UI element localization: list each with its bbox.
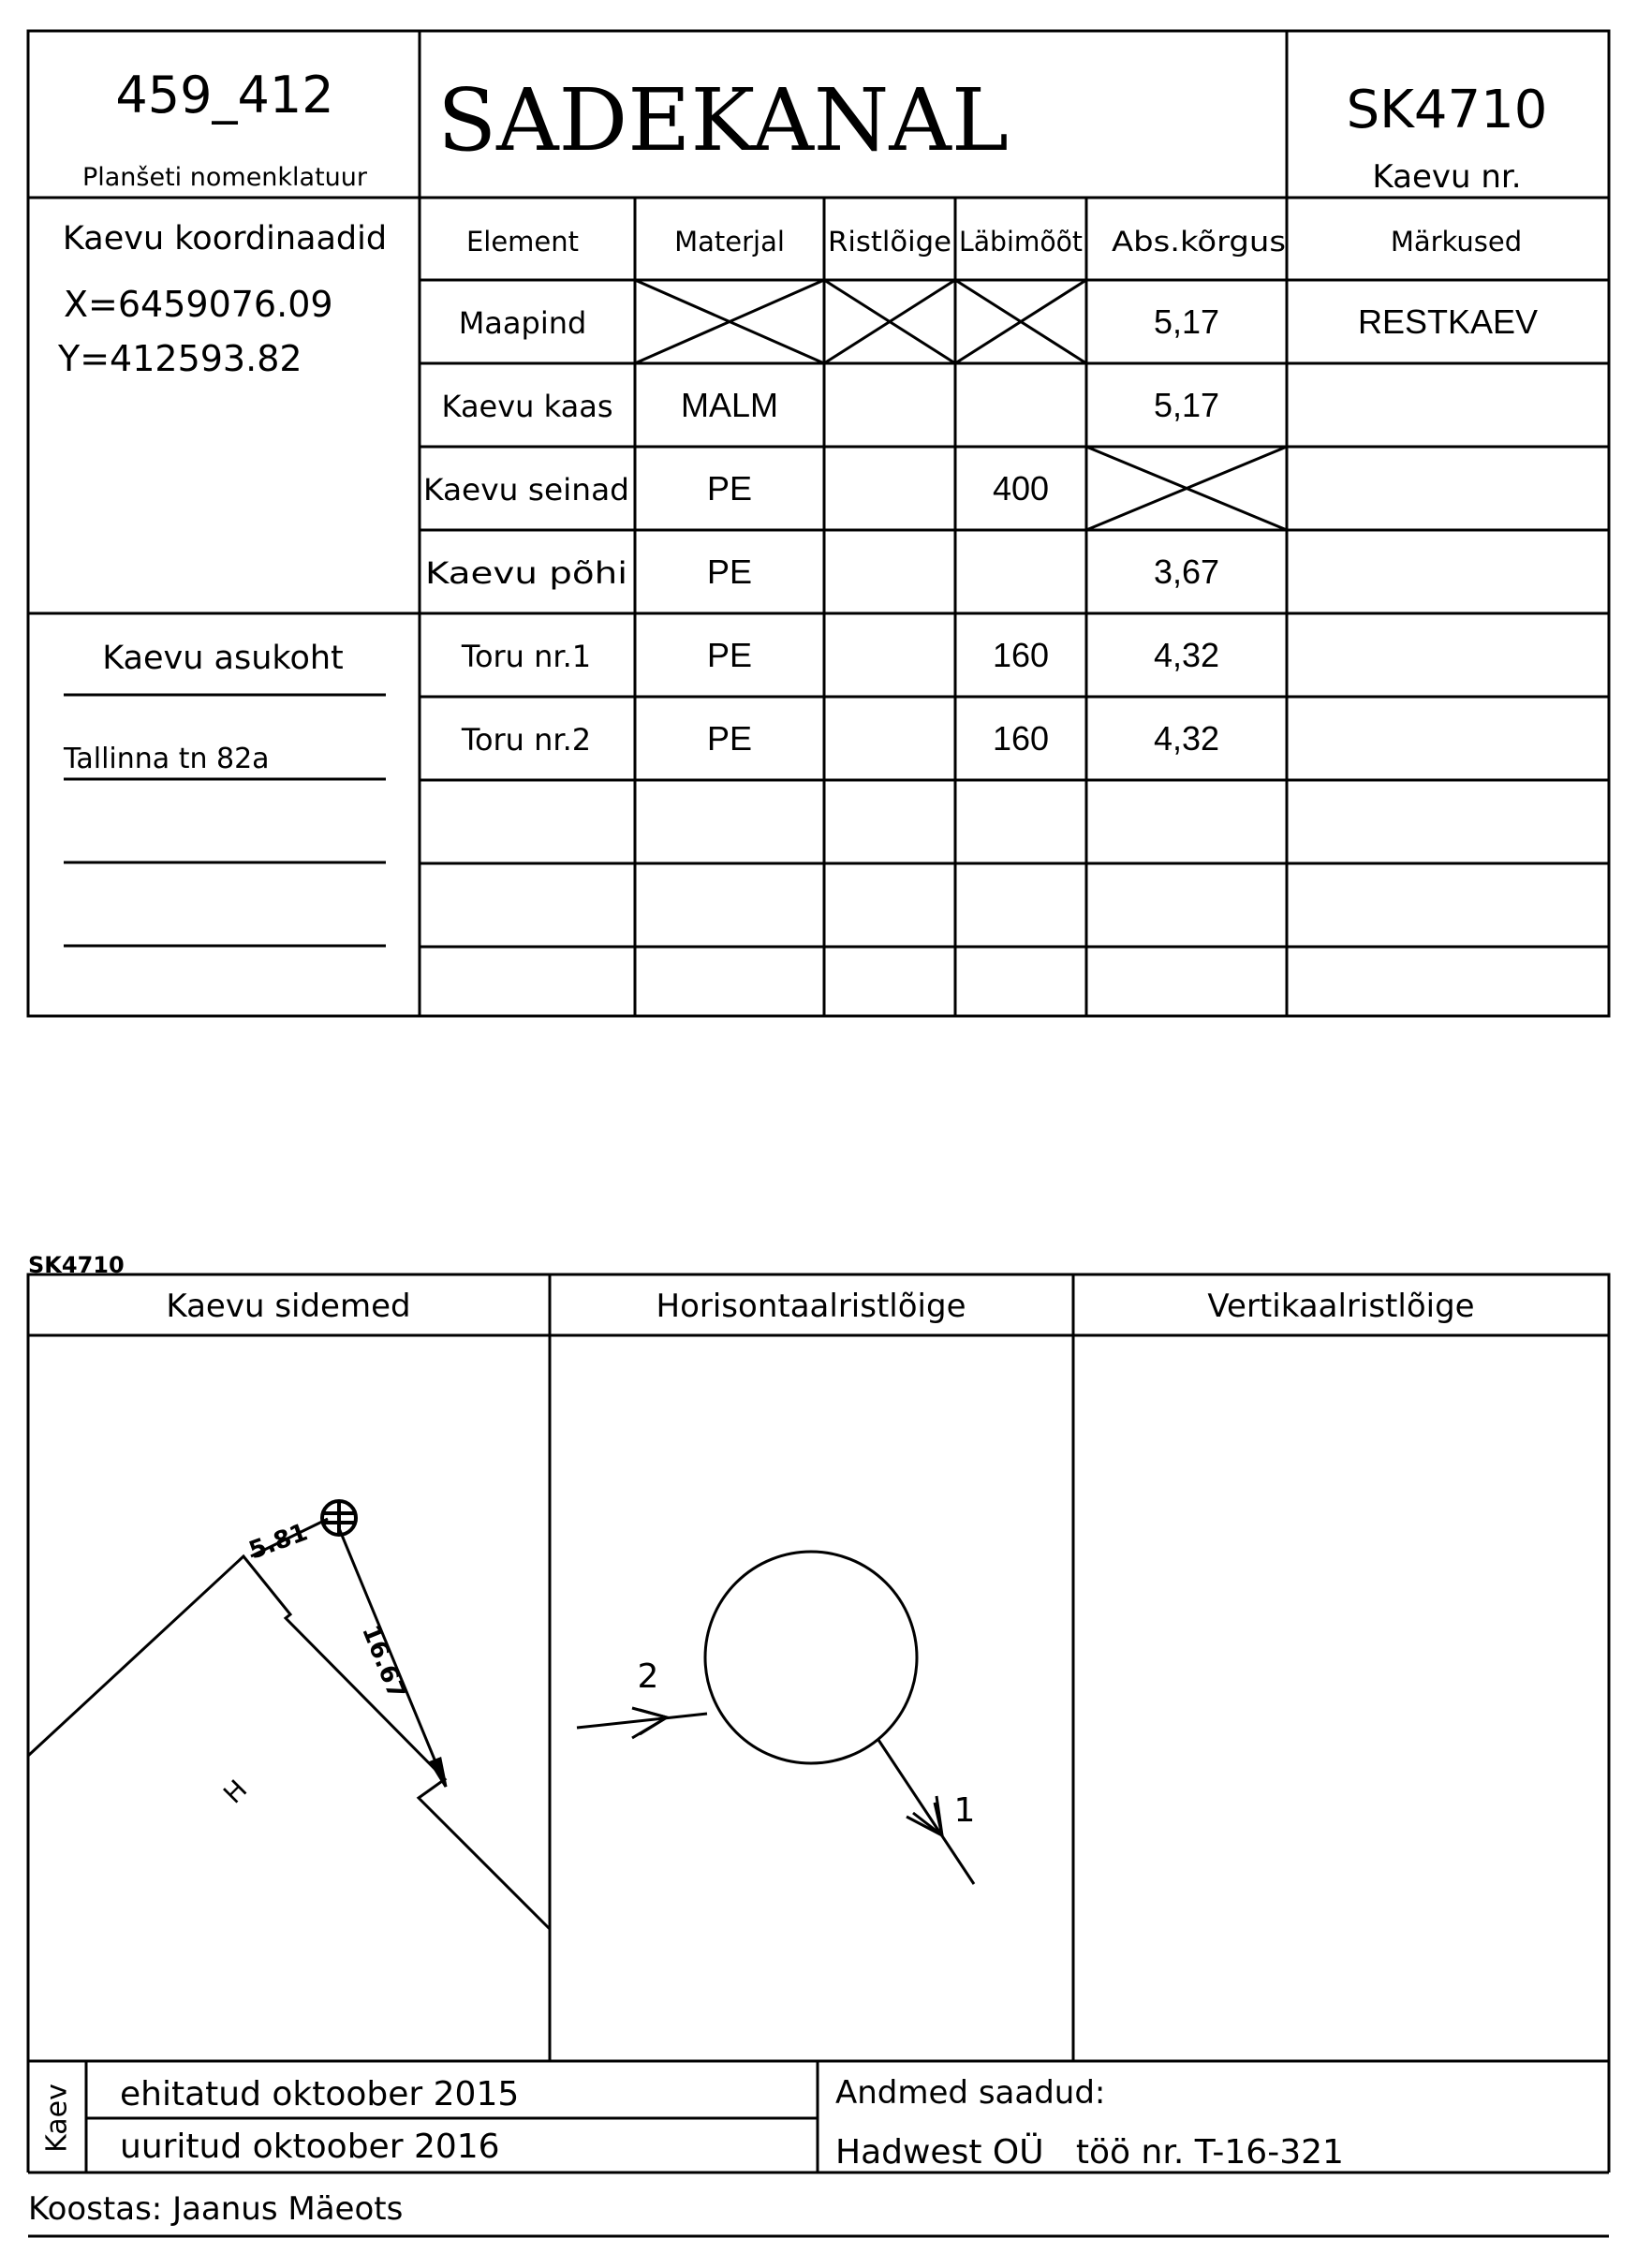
source-label: Andmed saadud: [835,2074,1106,2112]
table-cell-material: PE [706,469,753,508]
table-cell-diameter: 160 [992,719,1050,758]
table-cell-elevation: 5,17 [1153,386,1220,424]
sheet-number: 459_412 [115,66,334,125]
header-element: Element [465,226,580,258]
surveyed-date: uuritud oktoober 2016 [120,2128,500,2166]
card-title: SADEKANAL [437,70,1009,170]
tie-distance-short: 5.81 [244,1518,312,1566]
table-cell-elevation: 3,67 [1153,552,1220,591]
well-id: SK4710 [1346,80,1548,140]
table-cell-diameter: 160 [992,636,1050,674]
author: Koostas: Jaanus Mäeots [28,2190,404,2228]
table-cell-diameter: 400 [992,469,1050,508]
panel-title-ties: Kaevu sidemed [166,1288,411,1325]
header-cross-section: Ristlõige [828,226,951,258]
table-row-element: Maapind [458,305,587,341]
coordinate-y: Y=412593.82 [58,338,302,379]
crossed-cell-maapind-diameter [955,280,1086,363]
manhole-circle [705,1552,917,1763]
pipe-2-line [577,1714,707,1728]
table-row-element: Kaevu kaas [441,389,613,424]
pipe-1-label: 1 [953,1791,976,1830]
panel-title-horizontal: Horisontaalristlõige [656,1288,966,1325]
table-cell-elevation: 5,17 [1153,302,1220,341]
crossed-cell-maapind-section [824,280,955,363]
sheet-label: Planšeti nomenklatuur [81,163,368,192]
header-remarks: Märkused [1390,226,1523,258]
table-cell-elevation: 4,32 [1153,636,1220,674]
coordinate-x: X=6459076.09 [64,284,333,325]
footer-side-label: Kaev [40,2084,74,2153]
location-label: Kaevu asukoht [102,640,344,677]
header-elevation: Abs.kõrgus [1112,226,1286,258]
lower-frame [28,1274,1609,2061]
table-row-element: Kaevu põhi [425,555,627,591]
table-cell-remarks: RESTKAEV [1357,302,1539,341]
crossed-cell-maapind-material [635,280,824,363]
header-material: Materjal [674,226,785,258]
coordinates-label: Kaevu koordinaadid [62,220,388,258]
header-diameter: Läbimõõt [959,226,1083,258]
table-row-element: Toru nr.1 [461,639,592,674]
table-row-element: Kaevu seinad [423,472,629,508]
well-label: Kaevu nr. [1372,158,1522,196]
source-value: Hadwest OÜ töö nr. T-16-321 [835,2133,1344,2172]
table-cell-material: PE [706,552,753,591]
crossed-cell-walls-elevation [1086,447,1287,530]
building-letter: H [217,1774,254,1810]
lower-tag: SK4710 [28,1252,125,1278]
built-date: ehitatud oktoober 2015 [120,2075,520,2113]
panel-title-vertical: Vertikaalristlõige [1207,1288,1475,1325]
table-cell-elevation: 4,32 [1153,719,1220,758]
table-row-element: Toru nr.2 [461,722,592,758]
table-cell-material: PE [706,636,753,674]
tie-distance-long: 16.67 [356,1621,411,1703]
table-cell-material: PE [706,719,753,758]
location-address: Tallinna tn 82a [64,743,270,775]
pipe-2-label: 2 [637,1657,659,1696]
building-outline [28,1556,550,1929]
table-cell-material: MALM [680,386,779,424]
